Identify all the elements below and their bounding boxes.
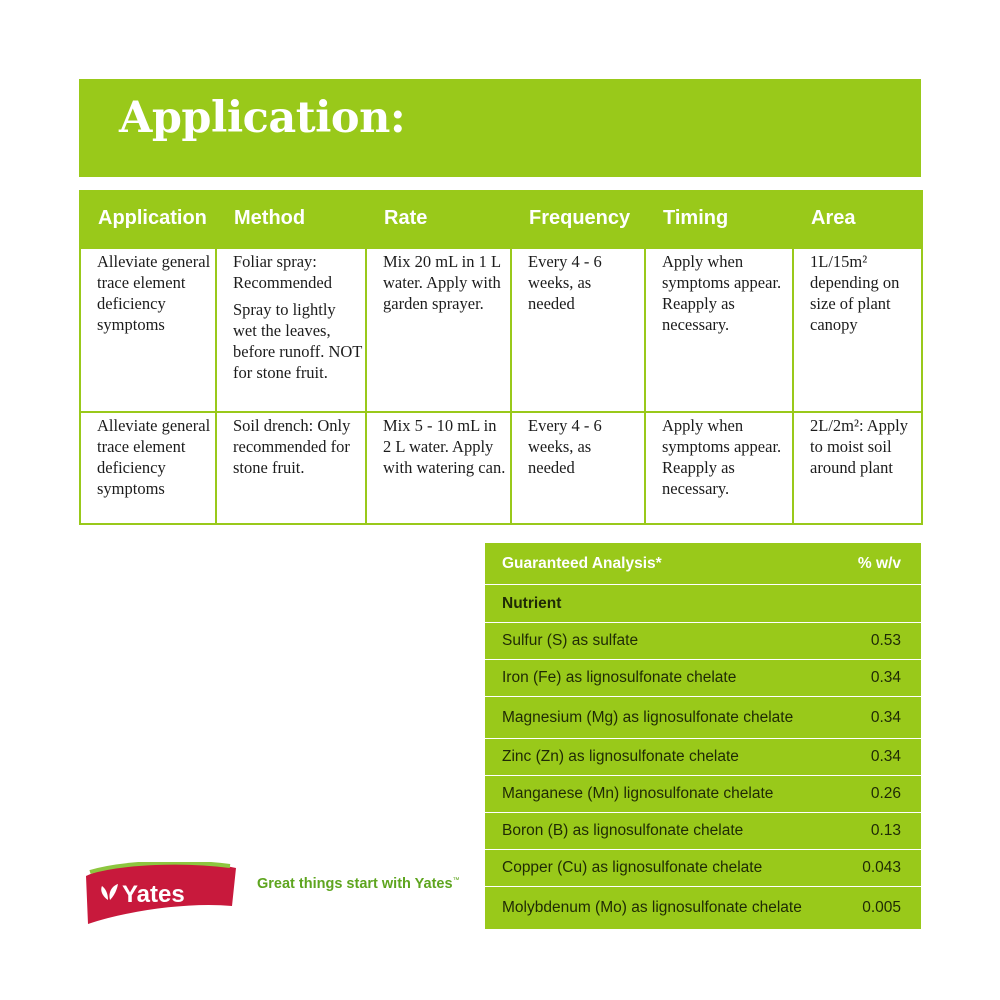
table-row	[80, 248, 922, 412]
application-table	[79, 190, 923, 525]
method-note: Spray to lightly wet the leaves, before runoff. NOT for stone fruit.	[233, 300, 363, 382]
header-method: Method	[216, 190, 366, 248]
header-rate: Rate	[366, 190, 511, 248]
cell-timing: Apply when symptoms appear. Reapply as necessary.	[645, 248, 793, 412]
nutrient-value: 0.13	[870, 822, 901, 839]
method-line: Foliar spray: Recommended	[233, 252, 332, 292]
header-area: Area	[793, 190, 922, 248]
svg-text:Yates: Yates	[122, 881, 185, 908]
table-header-row	[80, 190, 922, 248]
analysis-row	[485, 887, 921, 929]
analysis-row	[485, 697, 921, 739]
analysis-unit: % w/v	[857, 554, 901, 572]
yates-logo	[80, 862, 240, 926]
nutrient-value: 0.005	[862, 899, 901, 916]
nutrient-value: 0.34	[870, 708, 901, 726]
nutrient-value: 0.043	[862, 859, 901, 876]
cell-area: 1L/15m² depending on size of plant canopy	[793, 248, 922, 412]
brand-tagline: Great things start with Yates™	[257, 876, 460, 892]
analysis-row	[485, 850, 921, 887]
cell-application: Alleviate general trace element deficiency symptoms	[80, 248, 216, 412]
header-application: Application	[80, 190, 216, 248]
nutrient-value: 0.34	[870, 748, 901, 765]
cell-method	[216, 248, 366, 412]
trademark-mark: ™	[452, 877, 460, 885]
header-timing: Timing	[645, 190, 793, 248]
analysis-row	[485, 660, 921, 697]
cell-application: Alleviate general trace element deficiency symptoms	[80, 412, 216, 524]
cell-frequency: Every 4 - 6 weeks, as needed	[511, 248, 645, 412]
cell-method	[216, 412, 366, 524]
guaranteed-analysis-table	[485, 543, 921, 929]
header-frequency: Frequency	[511, 190, 645, 248]
cell-rate: Mix 20 mL in 1 L water. Apply with garden sprayer.	[366, 248, 511, 412]
cell-area: 2L/2m²: Apply to moist soil around plant	[793, 412, 922, 524]
nutrient-value: 0.34	[870, 669, 901, 686]
nutrient-name: Sulfur (S) as sulfate	[502, 632, 639, 649]
analysis-row	[485, 813, 921, 850]
nutrient-name: Copper (Cu) as lignosulfonate chelate	[502, 859, 763, 876]
nutrient-value: 0.53	[870, 632, 901, 649]
analysis-row	[485, 623, 921, 660]
nutrient-name: Molybdenum (Mo) as lignosulfonate chelate	[502, 899, 802, 916]
cell-frequency: Every 4 - 6 weeks, as needed	[511, 412, 645, 524]
cell-rate: Mix 5 - 10 mL in 2 L water. Apply with watering can.	[366, 412, 511, 524]
nutrient-value: 0.26	[870, 785, 901, 802]
nutrient-name: Magnesium (Mg) as lignosulfonate chelate	[502, 708, 794, 726]
nutrient-label: Nutrient	[502, 594, 562, 612]
analysis-row	[485, 776, 921, 813]
cell-timing: Apply when symptoms appear. Reapply as necessary.	[645, 412, 793, 524]
page-title: Application:	[119, 93, 406, 143]
analysis-row	[485, 739, 921, 776]
analysis-title: Guaranteed Analysis*	[502, 554, 662, 572]
nutrient-name: Iron (Fe) as lignosulfonate chelate	[502, 669, 737, 686]
yates-logo-graphic	[80, 862, 240, 926]
table-row	[80, 412, 922, 524]
nutrient-name: Boron (B) as lignosulfonate chelate	[502, 822, 744, 839]
application-banner	[79, 79, 921, 177]
analysis-header-row	[485, 543, 921, 585]
analysis-subheader-row	[485, 585, 921, 623]
nutrient-name: Manganese (Mn) lignosulfonate chelate	[502, 785, 774, 802]
nutrient-name: Zinc (Zn) as lignosulfonate chelate	[502, 748, 739, 765]
method-line: Soil drench: Only recommended for stone fruit.	[233, 416, 351, 477]
